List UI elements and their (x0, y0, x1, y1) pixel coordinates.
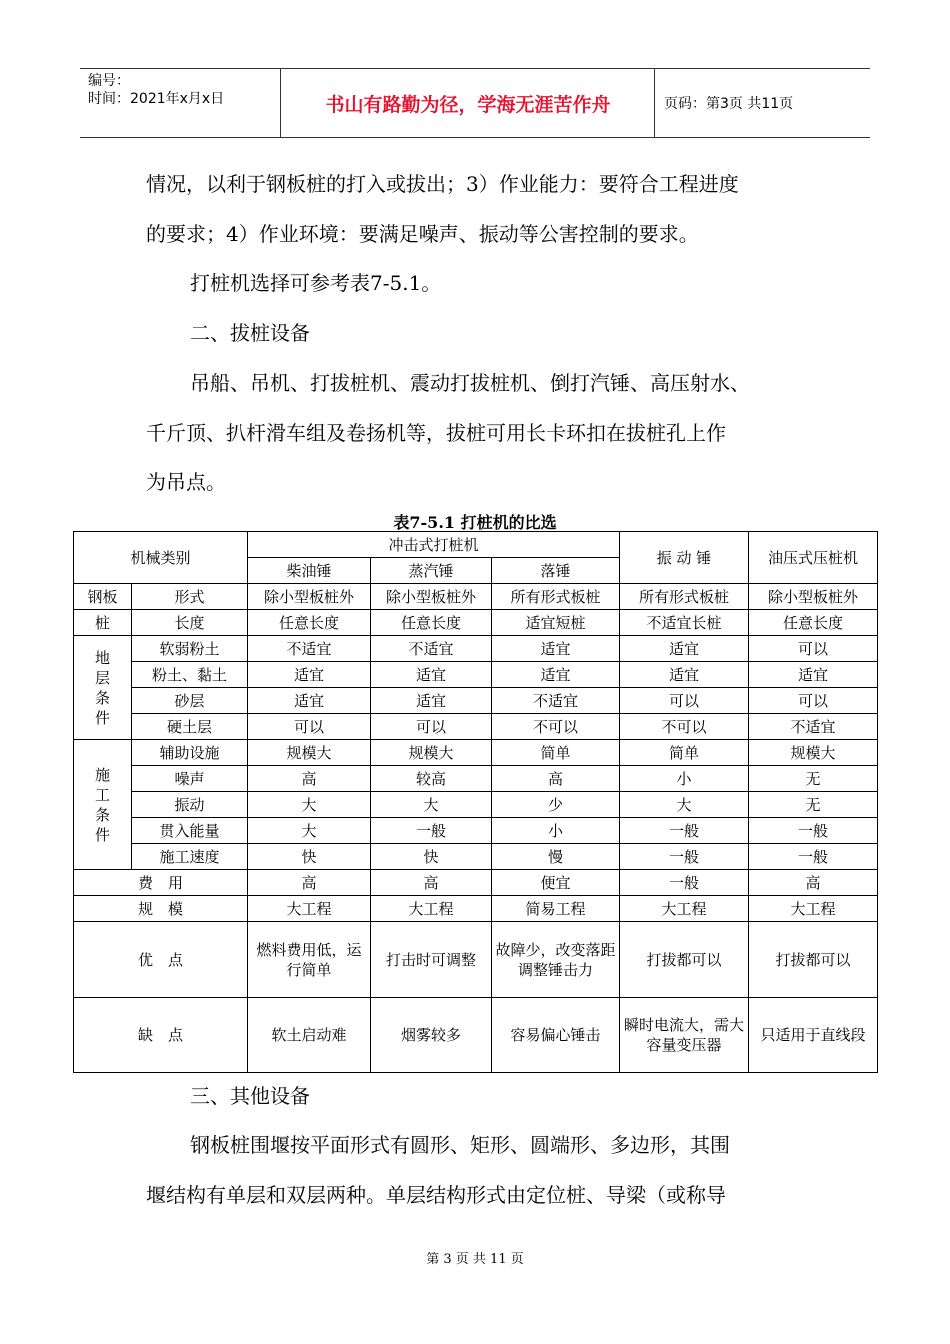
cell: 适宜 (620, 636, 749, 662)
cell: 快 (371, 844, 492, 870)
cell: 无 (749, 766, 878, 792)
cell: 不适宜 (371, 636, 492, 662)
cell: 大工程 (620, 896, 749, 922)
cell: 烟雾较多 (371, 998, 492, 1073)
cell: 高 (492, 766, 620, 792)
header-diesel: 柴油锤 (248, 558, 371, 584)
cell: 少 (492, 792, 620, 818)
cell: 所有形式板桩 (620, 584, 749, 610)
cell: 不适宜 (492, 688, 620, 714)
paragraph-3-line-1: 吊船、吊机、打拔桩机、震动打拔桩机、倒打汽锤、高压射水、 (190, 371, 750, 395)
row-label: 粉土、黏土 (132, 662, 248, 688)
cell: 适宜 (492, 636, 620, 662)
row-label: 施工速度 (132, 844, 248, 870)
cell: 瞬时电流大，需大容量变压器 (620, 998, 749, 1073)
cell: 小 (492, 818, 620, 844)
cell: 不可以 (620, 714, 749, 740)
group-sheet-pile-top: 钢板 (74, 584, 132, 610)
cell: 高 (749, 870, 878, 896)
header-category: 机械类别 (74, 532, 248, 584)
header-impact: 冲击式打桩机 (248, 532, 620, 558)
cell: 大 (620, 792, 749, 818)
cell: 故障少，改变落距调整锤击力 (492, 922, 620, 998)
row-label: 噪声 (132, 766, 248, 792)
cell: 适宜 (248, 662, 371, 688)
paragraph-4-line-1: 钢板桩围堰按平面形式有圆形、矩形、圆端形、多边形，其围 (190, 1133, 730, 1157)
cell: 规模大 (749, 740, 878, 766)
cell: 大 (371, 792, 492, 818)
cell: 一般 (620, 818, 749, 844)
paragraph-1-line-2: 的要求；4）作业环境：要满足噪声、振动等公害控制的要求。 (146, 222, 699, 246)
group-sheet-pile-bottom: 桩 (74, 610, 132, 636)
row-label-scale: 规 模 (74, 896, 248, 922)
paragraph-4-line-2: 堰结构有单层和双层两种。单层结构形式由定位桩、导梁（或称导 (146, 1183, 726, 1207)
cell: 容易偏心锤击 (492, 998, 620, 1073)
table-caption: 表7-5.1 打桩机的比选 (393, 513, 557, 532)
cell: 规模大 (248, 740, 371, 766)
cell: 简单 (492, 740, 620, 766)
paragraph-1-line-1: 情况，以利于钢板桩的打入或拔出；3）作业能力：要符合工程进度 (146, 172, 739, 196)
row-label: 振动 (132, 792, 248, 818)
cell: 可以 (749, 636, 878, 662)
cell: 只适用于直线段 (749, 998, 878, 1073)
row-label: 砂层 (132, 688, 248, 714)
section-heading-2: 二、拔桩设备 (190, 321, 310, 345)
cell: 不适宜 (749, 714, 878, 740)
cell: 大 (248, 818, 371, 844)
cell: 不适宜长桩 (620, 610, 749, 636)
cell: 除小型板桩外 (371, 584, 492, 610)
row-label: 贯入能量 (132, 818, 248, 844)
page-footer: 第 3 页 共 11 页 (426, 1252, 524, 1267)
row-label: 硬土层 (132, 714, 248, 740)
cell: 快 (248, 844, 371, 870)
row-label: 长度 (132, 610, 248, 636)
cell: 除小型板桩外 (749, 584, 878, 610)
cell: 适宜短桩 (492, 610, 620, 636)
cell: 适宜 (248, 688, 371, 714)
cell: 一般 (749, 844, 878, 870)
cell: 不可以 (492, 714, 620, 740)
header-steam: 蒸汽锤 (371, 558, 492, 584)
cell: 较高 (371, 766, 492, 792)
cell: 大工程 (371, 896, 492, 922)
cell: 打拔都可以 (620, 922, 749, 998)
row-label: 软弱粉土 (132, 636, 248, 662)
cell: 一般 (749, 818, 878, 844)
cell: 除小型板桩外 (248, 584, 371, 610)
cell: 适宜 (749, 662, 878, 688)
paragraph-3-line-2: 千斤顶、扒杆滑车组及卷扬机等，拔桩可用长卡环扣在拔桩孔上作 (146, 421, 726, 445)
cell: 适宜 (492, 662, 620, 688)
cell: 可以 (248, 714, 371, 740)
cell: 简易工程 (492, 896, 620, 922)
cell: 可以 (620, 688, 749, 714)
cell: 所有形式板桩 (492, 584, 620, 610)
group-stratum-conditions: 地 层 条 件 (74, 636, 132, 740)
cell: 打拔都可以 (749, 922, 878, 998)
paragraph-3-line-3: 为吊点。 (146, 470, 226, 494)
cell: 便宜 (492, 870, 620, 896)
cell: 适宜 (371, 688, 492, 714)
cell: 燃料费用低，运行简单 (248, 922, 371, 998)
cell: 任意长度 (371, 610, 492, 636)
row-label-disadvantages: 缺 点 (74, 998, 248, 1073)
cell: 打击时可调整 (371, 922, 492, 998)
row-label-cost: 费 用 (74, 870, 248, 896)
cell: 不适宜 (248, 636, 371, 662)
page-header (80, 68, 870, 138)
cell: 一般 (620, 844, 749, 870)
paragraph-2: 打桩机选择可参考表7-5.1。 (190, 271, 442, 295)
cell: 高 (248, 766, 371, 792)
time-label: 时间：2021年x月x日 (88, 91, 225, 107)
row-label: 辅助设施 (132, 740, 248, 766)
cell: 可以 (371, 714, 492, 740)
header-hydraulic: 油压式压桩机 (749, 532, 878, 584)
group-construction-conditions: 施 工 条 件 (74, 740, 132, 870)
cell: 大工程 (248, 896, 371, 922)
cell: 任意长度 (749, 610, 878, 636)
header-meta (80, 69, 281, 137)
header-vibro: 振 动 锤 (620, 532, 749, 584)
code-label: 编号： (88, 73, 130, 89)
cell: 适宜 (620, 662, 749, 688)
cell: 大工程 (749, 896, 878, 922)
cell: 简单 (620, 740, 749, 766)
row-label-advantages: 优 点 (74, 922, 248, 998)
cell: 可以 (749, 688, 878, 714)
cell: 一般 (371, 818, 492, 844)
pile-driver-comparison-table (73, 531, 878, 1073)
cell: 一般 (620, 870, 749, 896)
header-motto: 书山有路勤为径，学海无涯苦作舟 (282, 69, 655, 137)
cell: 小 (620, 766, 749, 792)
cell: 高 (371, 870, 492, 896)
row-label: 形式 (132, 584, 248, 610)
header-drop: 落锤 (492, 558, 620, 584)
cell: 任意长度 (248, 610, 371, 636)
cell: 软土启动难 (248, 998, 371, 1073)
cell: 大 (248, 792, 371, 818)
section-heading-3: 三、其他设备 (190, 1084, 310, 1108)
cell: 适宜 (371, 662, 492, 688)
cell: 慢 (492, 844, 620, 870)
cell: 高 (248, 870, 371, 896)
cell: 无 (749, 792, 878, 818)
header-page-label: 页码：第3页 共11页 (664, 96, 794, 112)
cell: 规模大 (371, 740, 492, 766)
